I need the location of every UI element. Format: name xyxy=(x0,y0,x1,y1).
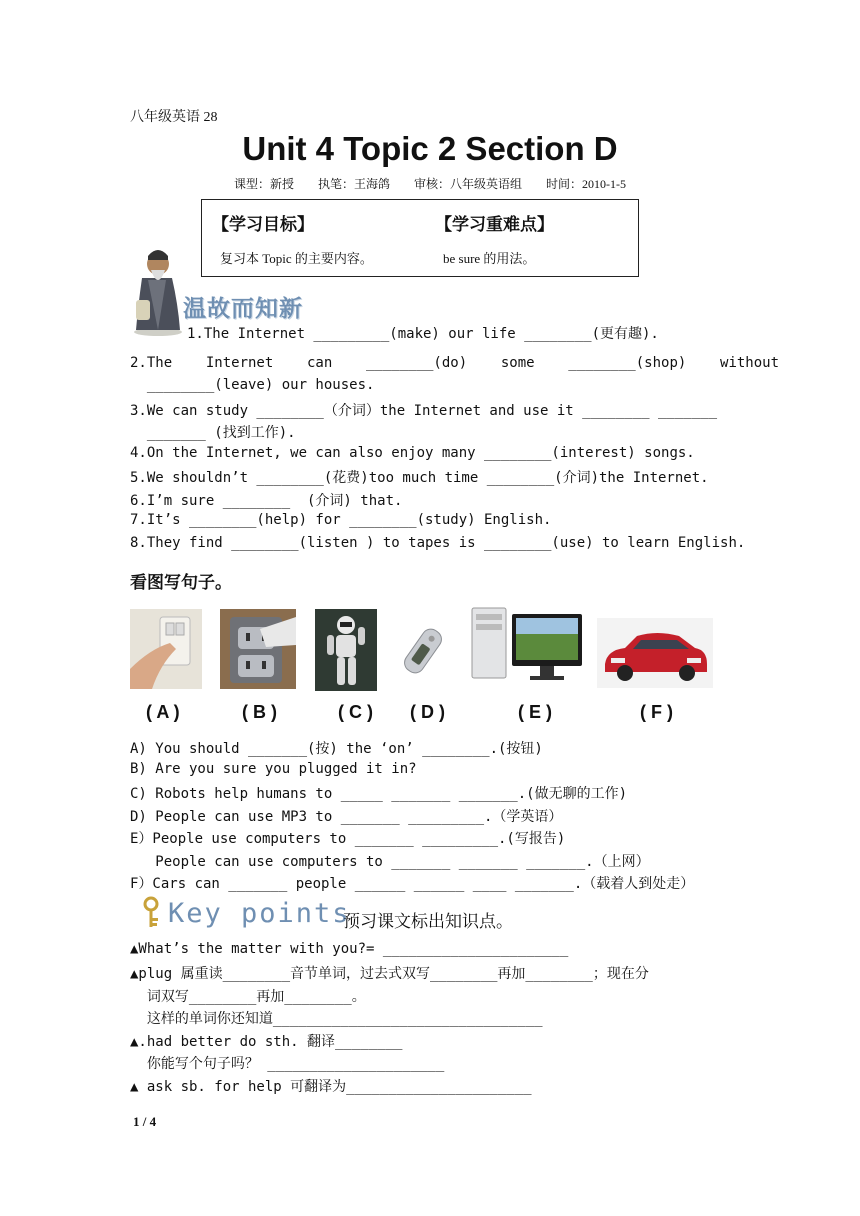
picture-sentence-f: F）Cars can _______ people ______ ______ ____ _______.（载着人到处走） xyxy=(130,876,695,892)
picture-sentence-b: B) Are you sure you plugged it in? xyxy=(130,761,417,777)
picture-label-c: ( C ) xyxy=(338,702,373,722)
key-point-3b: 你能写个句子吗？ _____________________ xyxy=(130,1056,445,1072)
picture-sentence-d: D) People can use MP3 to _______ _________.（学英语） xyxy=(130,809,563,825)
page-title: Unit 4 Topic 2 Section D xyxy=(242,130,618,167)
difficulties-text: be sure 的用法。 xyxy=(443,251,536,266)
picture-label-b: ( B ) xyxy=(242,702,277,722)
picture-label-a: ( A ) xyxy=(146,702,180,722)
wall-socket-photo xyxy=(220,609,296,689)
review-line-2b: ________(leave) our houses. xyxy=(130,377,375,393)
goals-box xyxy=(201,199,639,277)
picture-section-heading: 看图写句子。 xyxy=(130,573,232,592)
desktop-computer-photo xyxy=(468,604,586,682)
review-line-6: 6.I’m sure ________ (介词) that. xyxy=(130,493,403,509)
key-point-2c: 这样的单词你还知道________________________________ xyxy=(130,1011,543,1027)
key-points-heading: Key points xyxy=(168,898,351,929)
key-point-3: ▲.had better do sth. 翻译________ xyxy=(130,1034,403,1050)
picture-label-e: ( E ) xyxy=(518,702,552,722)
key-icon xyxy=(138,896,164,930)
confucius-figure-icon xyxy=(128,246,186,336)
picture-sentence-e2: People can use computers to _______ _______ _______.（上网） xyxy=(130,854,650,870)
review-line-3: 3.We can study ________（介词）the Internet and use it ________ _______ xyxy=(130,403,718,419)
goals-text: 复习本 Topic 的主要内容。 xyxy=(220,251,373,266)
header-label: 八年级英语 28 xyxy=(130,110,218,125)
lesson-meta: 课型：新授 执笔：王海鸽 审核：八年级英语组 时间：2010-1-5 xyxy=(234,177,626,191)
review-line-8: 8.They find ________(listen ) to tapes is ________(use) to learn English. xyxy=(130,535,746,551)
review-line-4: 4.On the Internet, we can also enjoy many ________(interest) songs. xyxy=(130,445,695,461)
picture-sentence-c: C) Robots help humans to _____ _______ _______.(做无聊的工作) xyxy=(130,786,628,802)
red-car-photo xyxy=(597,618,713,688)
key-point-2: ▲plug 属重读________音节单词，过去式双写________再加________；现在分 xyxy=(130,966,649,982)
picture-label-d: ( D ) xyxy=(410,702,445,722)
robot-photo xyxy=(315,609,377,691)
review-heading: 温故而知新 xyxy=(183,295,303,321)
page-number: 1 / 4 xyxy=(133,1114,157,1129)
key-difficulties-heading: 【学习重难点】 xyxy=(435,215,554,234)
picture-sentence-a: A) You should _______(按) the ‘on’ ________.(按钮) xyxy=(130,741,543,757)
review-line-2: 2.The Internet can ________(do) some ________(shop) without xyxy=(130,355,780,371)
goals-heading: 【学习目标】 xyxy=(212,215,314,234)
mp3-player-photo xyxy=(393,609,453,691)
key-points-subheading: 预习课文标出知识点。 xyxy=(343,912,513,931)
light-switch-photo xyxy=(130,609,202,689)
review-line-5: 5.We shouldn’t ________(花费)too much time ________(介词)the Internet. xyxy=(130,470,709,486)
key-point-2b: 词双写________再加________。 xyxy=(130,989,366,1005)
key-point-1: ▲What’s the matter with you?= ______________________ xyxy=(130,941,569,957)
review-line-1: 1.The Internet _________(make) our life ________(更有趣). xyxy=(187,326,659,342)
review-line-7: 7.It’s ________(help) for ________(study) English. xyxy=(130,512,552,528)
picture-sentence-e1: E）People use computers to _______ _________.(写报告) xyxy=(130,831,566,847)
review-line-3b: _______ (找到工作). xyxy=(130,425,296,441)
key-point-4: ▲ ask sb. for help 可翻译为______________________ xyxy=(130,1079,532,1095)
picture-label-f: ( F ) xyxy=(640,702,673,722)
